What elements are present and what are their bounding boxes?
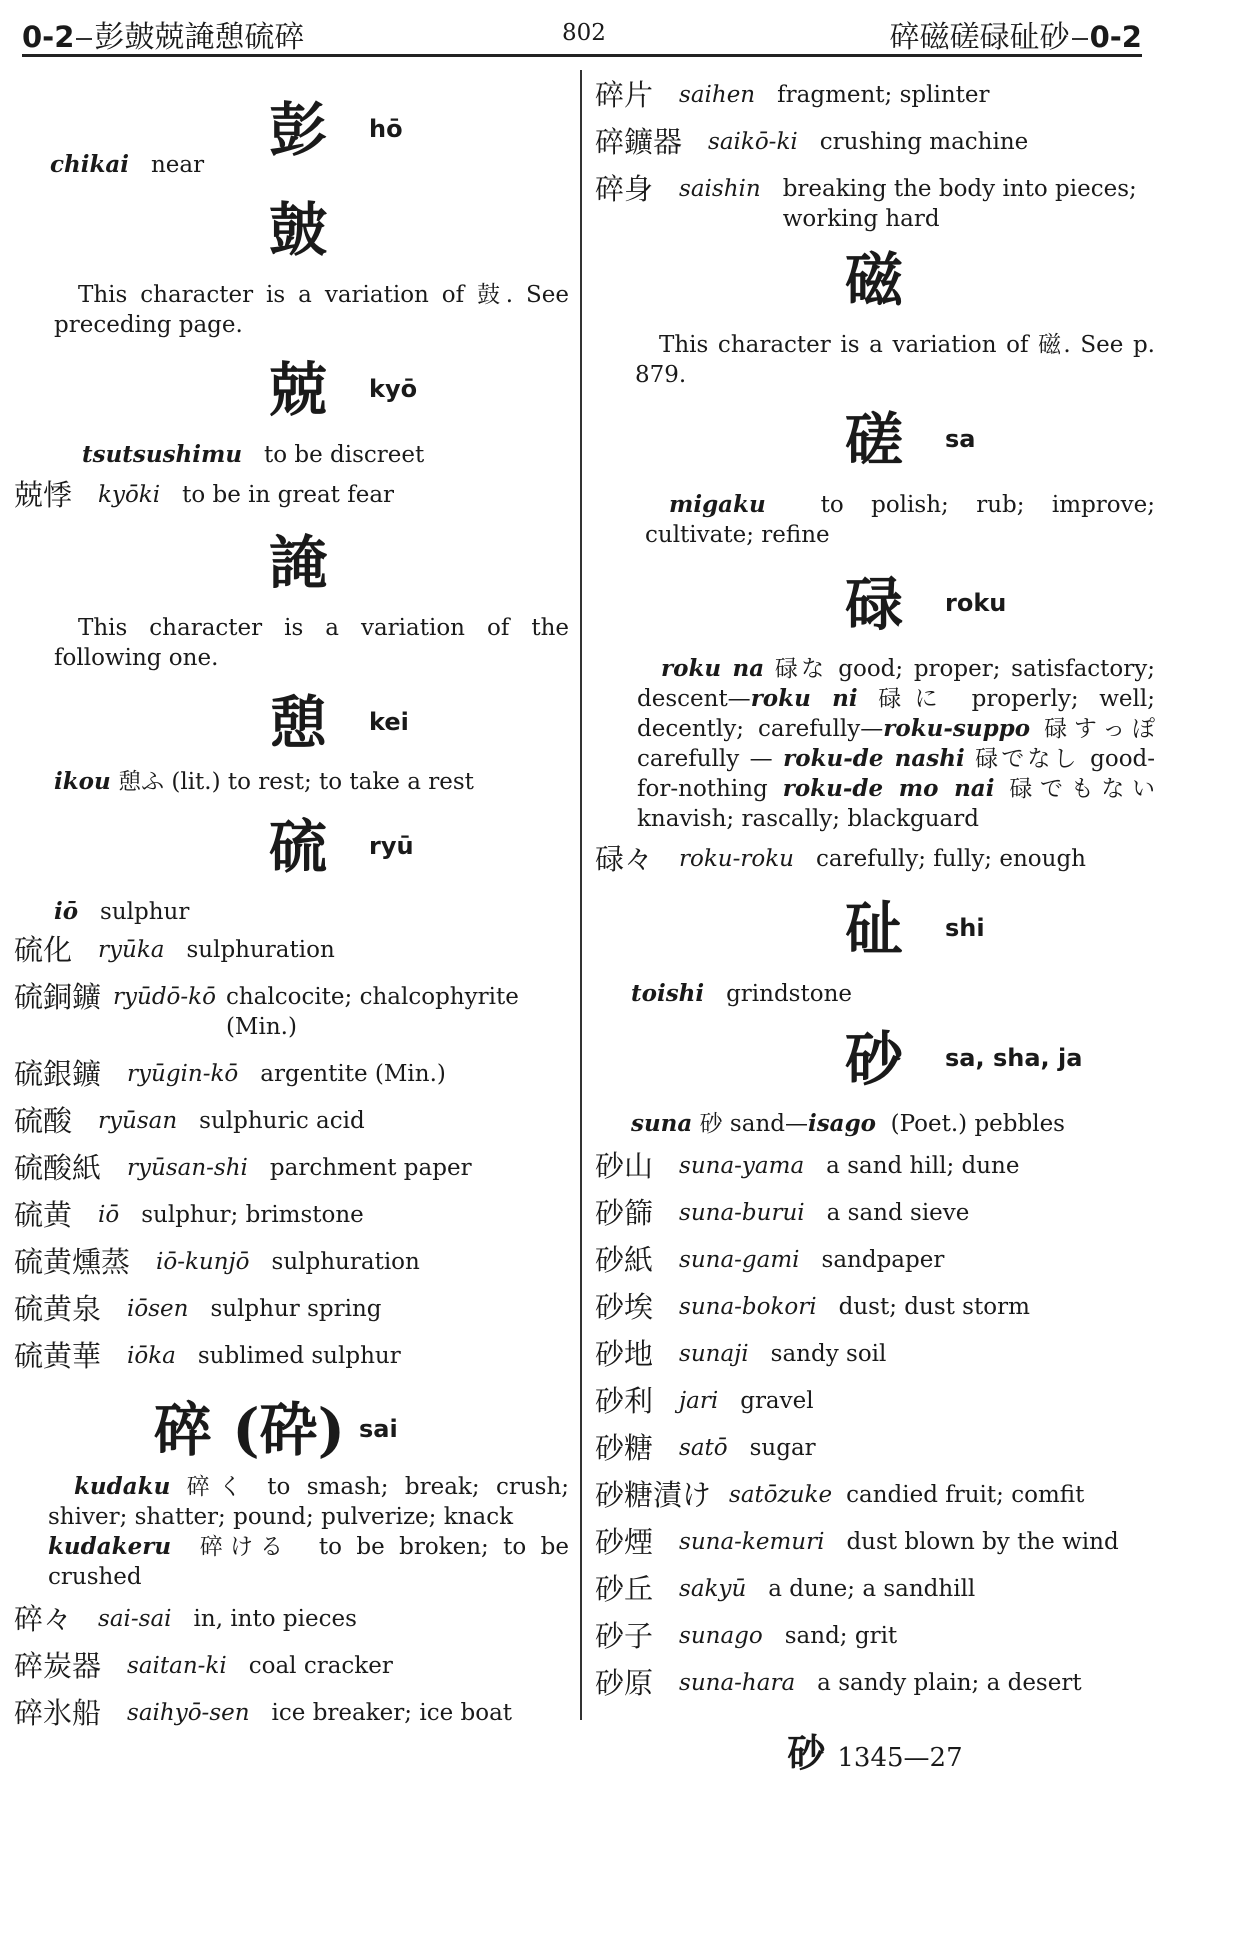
- headword-ryu: [14, 797, 569, 897]
- entry-meaning: in, into pieces: [193, 1606, 357, 1632]
- definition-word: kudakeru: [48, 1533, 172, 1560]
- header-dash: [1072, 38, 1088, 40]
- entry-romaji: iōsen: [127, 1296, 189, 1322]
- entry-meaning: sublimed sulphur: [197, 1343, 401, 1369]
- compound-entry: [595, 1480, 1155, 1510]
- entry-chars: 碎身: [595, 172, 654, 206]
- entry-romaji: sunago: [679, 1623, 763, 1649]
- right-column: [595, 80, 1155, 1777]
- headword-variant: [14, 513, 569, 613]
- entry-chars: 砂子: [595, 1619, 654, 1653]
- definition-word: iō: [54, 898, 79, 925]
- compound-entry: [14, 1294, 569, 1324]
- entry-romaji: ryūka: [98, 937, 165, 963]
- entry-chars: 砂篩: [595, 1196, 654, 1230]
- entry-romaji: saihen: [679, 82, 756, 108]
- compound-entry: [595, 1433, 1155, 1463]
- variant-note: This character is a variation of 鼓. See preceding page.: [54, 282, 569, 338]
- entry-meaning: parchment paper: [269, 1155, 472, 1181]
- entry-chars: 硫銀鑛: [14, 1057, 102, 1091]
- header-rule: [22, 54, 1142, 57]
- entry-meaning: argentite (Min.): [260, 1061, 446, 1087]
- headword-ho: [14, 80, 569, 180]
- definition-kana: 碌すっぽ: [1044, 716, 1156, 742]
- entry-romaji: saihyō-sen: [127, 1700, 250, 1726]
- definition-kana: 碎く: [186, 1474, 251, 1500]
- entry-romaji: saitan-ki: [127, 1653, 227, 1679]
- entry-meaning: a sandy plain; a desert: [817, 1670, 1082, 1696]
- entry-meaning: sulphuric acid: [199, 1108, 365, 1134]
- compound-entry: [595, 1151, 1155, 1181]
- entry-chars: 砂煙: [595, 1525, 654, 1559]
- definition-meaning: properly; well; decently; carefully—: [637, 686, 1155, 742]
- headword-sai: [14, 1380, 569, 1480]
- entry-chars: 砂地: [595, 1337, 654, 1371]
- compound-entry: [595, 1292, 1155, 1322]
- headword-reading: ryū: [369, 832, 414, 860]
- headword-reading: sa, sha, ja: [945, 1044, 1083, 1072]
- compound-entry: [595, 127, 1155, 157]
- page-number: 802: [562, 20, 606, 46]
- definition-meaning: to smash; break; crush; shiver; shatter; pound; pulverize; knack: [48, 1474, 570, 1530]
- definition-word: toishi: [631, 980, 705, 1007]
- entry-romaji: ryūdō-kō: [113, 984, 216, 1010]
- definition-meaning: to polish; rub; improve; cultivate; refine: [645, 492, 1155, 548]
- page-header: [22, 6, 1142, 54]
- definition-word: roku-de nashi: [783, 745, 965, 772]
- entry-meaning: carefully; fully; enough: [815, 846, 1086, 872]
- definition-kana: 碌な: [774, 656, 828, 682]
- compound-entry: [14, 935, 569, 965]
- headword-ji: [595, 230, 1155, 330]
- entry-meaning: breaking the body into pieces; working hard: [782, 176, 1137, 232]
- compound-entry: [14, 1106, 569, 1136]
- definition: [14, 1532, 569, 1592]
- header-chars-right: 碎磁磋碌砋砂: [889, 20, 1070, 55]
- entry-chars: 砂埃: [595, 1290, 654, 1324]
- headword-sha: [595, 1009, 1155, 1109]
- headword-char: 憩: [269, 689, 328, 757]
- entry-chars: 砂原: [595, 1666, 654, 1700]
- headword-char: 硫: [269, 813, 328, 881]
- definition-word: tsutsushimu: [82, 441, 243, 468]
- entry-chars: 碎々: [14, 1602, 73, 1636]
- definition: [595, 1109, 1155, 1139]
- compound-entry: [14, 1698, 569, 1728]
- definition-word: kudaku: [74, 1473, 171, 1500]
- headword-char: 䛳: [269, 529, 328, 597]
- definition: [14, 1472, 569, 1532]
- definition-meaning: near: [150, 152, 205, 178]
- headword-char: 兢: [269, 356, 328, 424]
- header-chars-left: 彭皷兢䛳憩硫碎: [94, 20, 305, 55]
- definition-word: roku-suppo: [883, 715, 1031, 742]
- compound-entry: [14, 982, 569, 1042]
- compound-entry: [595, 1339, 1155, 1369]
- definition-meaning: to be discreet: [264, 442, 425, 468]
- definition-kana: 碌に: [878, 686, 951, 712]
- definition-word: migaku: [669, 491, 766, 518]
- entry-meaning: a sand hill; dune: [826, 1153, 1020, 1179]
- entry-romaji: sunaji: [679, 1341, 749, 1367]
- header-right: [890, 12, 1142, 56]
- headword-char: 磁: [845, 246, 904, 314]
- definition-kana: 碌でもない: [1009, 776, 1156, 802]
- headword-kyo: [14, 340, 569, 440]
- entry-romaji: ryūsan: [98, 1108, 178, 1134]
- compound-entry: [595, 1621, 1155, 1651]
- definition-kana: 碌でなし: [975, 746, 1080, 772]
- definition-roku: [595, 654, 1155, 834]
- headword-char: 碎 (砕): [154, 1396, 346, 1464]
- definition-word: isago: [807, 1110, 876, 1137]
- entry-romaji: iōka: [127, 1343, 176, 1369]
- entry-meaning: crushing machine: [819, 129, 1029, 155]
- definition-word: chikai: [50, 151, 130, 178]
- definition-meaning: (lit.) to rest; to take a rest: [171, 769, 474, 795]
- entry-meaning: sulphuration: [186, 937, 335, 963]
- compound-entry: [595, 1198, 1155, 1228]
- entry-chars: 砂山: [595, 1149, 654, 1183]
- column-divider: [580, 70, 582, 1720]
- headword-shi: [595, 879, 1155, 979]
- compound-entry: [14, 1604, 569, 1634]
- entry-meaning: sulphur; brimstone: [141, 1202, 364, 1228]
- entry-romaji: suna-gami: [679, 1247, 800, 1273]
- entry-chars: 硫銅鑛: [14, 980, 102, 1014]
- entry-chars: 硫化: [14, 933, 73, 967]
- compound-entry: [595, 844, 1155, 874]
- entry-chars: 硫酸紙: [14, 1151, 102, 1185]
- entry-romaji: satō: [679, 1435, 728, 1461]
- compound-entry: [14, 1059, 569, 1089]
- entry-romaji: ryūsan-shi: [127, 1155, 248, 1181]
- definition: [595, 490, 1155, 550]
- entry-meaning: to be in great fear: [182, 482, 395, 508]
- definition-meaning: good-for-nothing: [637, 746, 1156, 802]
- header-code-right: 0-2: [1089, 20, 1142, 54]
- reference-char: 砂: [787, 1730, 826, 1775]
- entry-romaji: suna-yama: [679, 1153, 805, 1179]
- definition-word: roku-de mo nai: [782, 775, 995, 802]
- entry-chars: 兢悸: [14, 478, 73, 512]
- definition-word: roku ni: [750, 685, 858, 712]
- header-code-left: 0-2: [22, 20, 75, 54]
- headword-variant: [14, 180, 569, 280]
- entry-romaji: ryūgin-kō: [127, 1061, 239, 1087]
- entry-meaning: candied fruit; comfit: [846, 1482, 1085, 1508]
- entry-chars: 硫黄: [14, 1198, 73, 1232]
- entry-meaning: dust blown by the wind: [846, 1529, 1119, 1555]
- left-column: [14, 80, 569, 1745]
- entry-chars: 砂利: [595, 1384, 654, 1418]
- entry-meaning: ice breaker; ice boat: [271, 1700, 513, 1726]
- compound-entry: [14, 480, 569, 510]
- headword-kei: [14, 673, 569, 773]
- entry-romaji: suna-kemuri: [679, 1529, 825, 1555]
- definition-kana: 憩ふ: [118, 769, 165, 795]
- entry-chars: 碎鑛器: [595, 125, 683, 159]
- definition-meaning: sand—: [729, 1111, 808, 1137]
- entry-chars: 碎炭器: [14, 1649, 102, 1683]
- compound-entry: [595, 1574, 1155, 1604]
- headword-reading: hō: [369, 115, 403, 143]
- definition-kana: 碎ける: [199, 1534, 291, 1560]
- headword-roku: [595, 554, 1155, 654]
- entry-chars: 硫黄泉: [14, 1292, 102, 1326]
- entry-chars: 硫黄華: [14, 1339, 102, 1373]
- entry-romaji: iō: [98, 1202, 120, 1228]
- compound-entry: [595, 1386, 1155, 1416]
- definition: [14, 897, 569, 927]
- entry-meaning: sulphuration: [271, 1249, 420, 1275]
- headword-char: 皷: [269, 196, 328, 264]
- cross-reference: [595, 1722, 1155, 1777]
- entry-meaning: coal cracker: [248, 1653, 393, 1679]
- compound-entry: [595, 1245, 1155, 1275]
- compound-entry: [14, 1247, 569, 1277]
- entry-meaning: sugar: [749, 1435, 816, 1461]
- headword-char: 碌: [845, 570, 904, 638]
- entry-chars: 砂紙: [595, 1243, 654, 1277]
- headword-reading: sai: [359, 1415, 398, 1443]
- compound-entry: [595, 174, 1155, 234]
- headword-reading: sa: [945, 425, 976, 453]
- definition-meaning: to be broken; to be crushed: [48, 1534, 570, 1590]
- compound-entry: [595, 1668, 1155, 1698]
- entry-meaning: chalcocite; chalcophyrite (Min.): [225, 984, 519, 1040]
- variant-note: This character is a variation of 磁. See p. 879.: [635, 332, 1155, 388]
- definition: [595, 979, 1155, 1009]
- entry-meaning: sand; grit: [784, 1623, 898, 1649]
- variant-note: This character is a variation of the following one.: [54, 615, 569, 671]
- entry-romaji: satōzuke: [729, 1482, 833, 1508]
- entry-romaji: suna-hara: [679, 1670, 796, 1696]
- entry-romaji: suna-bokori: [679, 1294, 817, 1320]
- entry-meaning: fragment; splinter: [777, 82, 990, 108]
- entry-meaning: a dune; a sandhill: [768, 1576, 976, 1602]
- entry-meaning: sandy soil: [770, 1341, 887, 1367]
- entry-chars: 碎片: [595, 78, 654, 112]
- entry-romaji: sai-sai: [98, 1606, 172, 1632]
- compound-entry: [595, 1527, 1155, 1557]
- entry-meaning: sulphur spring: [210, 1296, 382, 1322]
- entry-chars: 砂丘: [595, 1572, 654, 1606]
- entry-romaji: suna-burui: [679, 1200, 805, 1226]
- headword-sa: [595, 390, 1155, 490]
- definition-word: ikou: [54, 768, 111, 795]
- headword-reading: shi: [945, 914, 985, 942]
- definition-meaning: carefully —: [637, 746, 773, 772]
- definition: [14, 440, 569, 470]
- entry-chars: 硫酸: [14, 1104, 73, 1138]
- headword-char: 砋: [845, 895, 904, 963]
- entry-romaji: roku-roku: [679, 846, 794, 872]
- headword-reading: kyō: [369, 375, 418, 403]
- headword-reading: kei: [369, 708, 409, 736]
- definition-meaning: grindstone: [726, 981, 852, 1007]
- entry-romaji: sakyū: [679, 1576, 747, 1602]
- compound-entry: [595, 80, 1155, 110]
- entry-romaji: jari: [679, 1388, 719, 1414]
- entry-meaning: a sand sieve: [826, 1200, 970, 1226]
- compound-entry: [14, 1200, 569, 1230]
- entry-meaning: sandpaper: [821, 1247, 945, 1273]
- compound-entry: [14, 1341, 569, 1371]
- headword-reading: roku: [945, 589, 1007, 617]
- headword-char: 磋: [845, 406, 904, 474]
- entry-romaji: saishin: [679, 176, 761, 202]
- entry-chars: 硫黄燻蒸: [14, 1245, 131, 1279]
- definition-meaning: (Poet.) pebbles: [890, 1111, 1065, 1137]
- definition-word: suna: [631, 1110, 693, 1137]
- definition-kana: 砂: [699, 1111, 723, 1137]
- entry-chars: 碌々: [595, 842, 654, 876]
- definition-meaning: sulphur: [100, 899, 190, 925]
- definition-word: roku na: [661, 655, 765, 682]
- entry-romaji: kyōki: [98, 482, 161, 508]
- headword-char: 砂: [845, 1025, 904, 1093]
- entry-chars: 碎氷船: [14, 1696, 102, 1730]
- entry-romaji: saikō-ki: [708, 129, 798, 155]
- definition-meaning: knavish; rascally; blackguard: [637, 806, 979, 832]
- entry-chars: 砂糖: [595, 1431, 654, 1465]
- entry-chars: 砂糖漬け: [595, 1478, 712, 1512]
- entry-meaning: gravel: [740, 1388, 814, 1414]
- header-dash: [76, 38, 92, 40]
- compound-entry: [14, 1153, 569, 1183]
- headword-char: 彭: [269, 96, 328, 164]
- header-left: [22, 12, 304, 56]
- reference-code: 1345—27: [837, 1743, 963, 1773]
- definition-meaning: good; proper; satisfactory; descent—: [637, 656, 1156, 712]
- entry-meaning: dust; dust storm: [838, 1294, 1030, 1320]
- entry-romaji: iō-kunjō: [156, 1249, 250, 1275]
- compound-entry: [14, 1651, 569, 1681]
